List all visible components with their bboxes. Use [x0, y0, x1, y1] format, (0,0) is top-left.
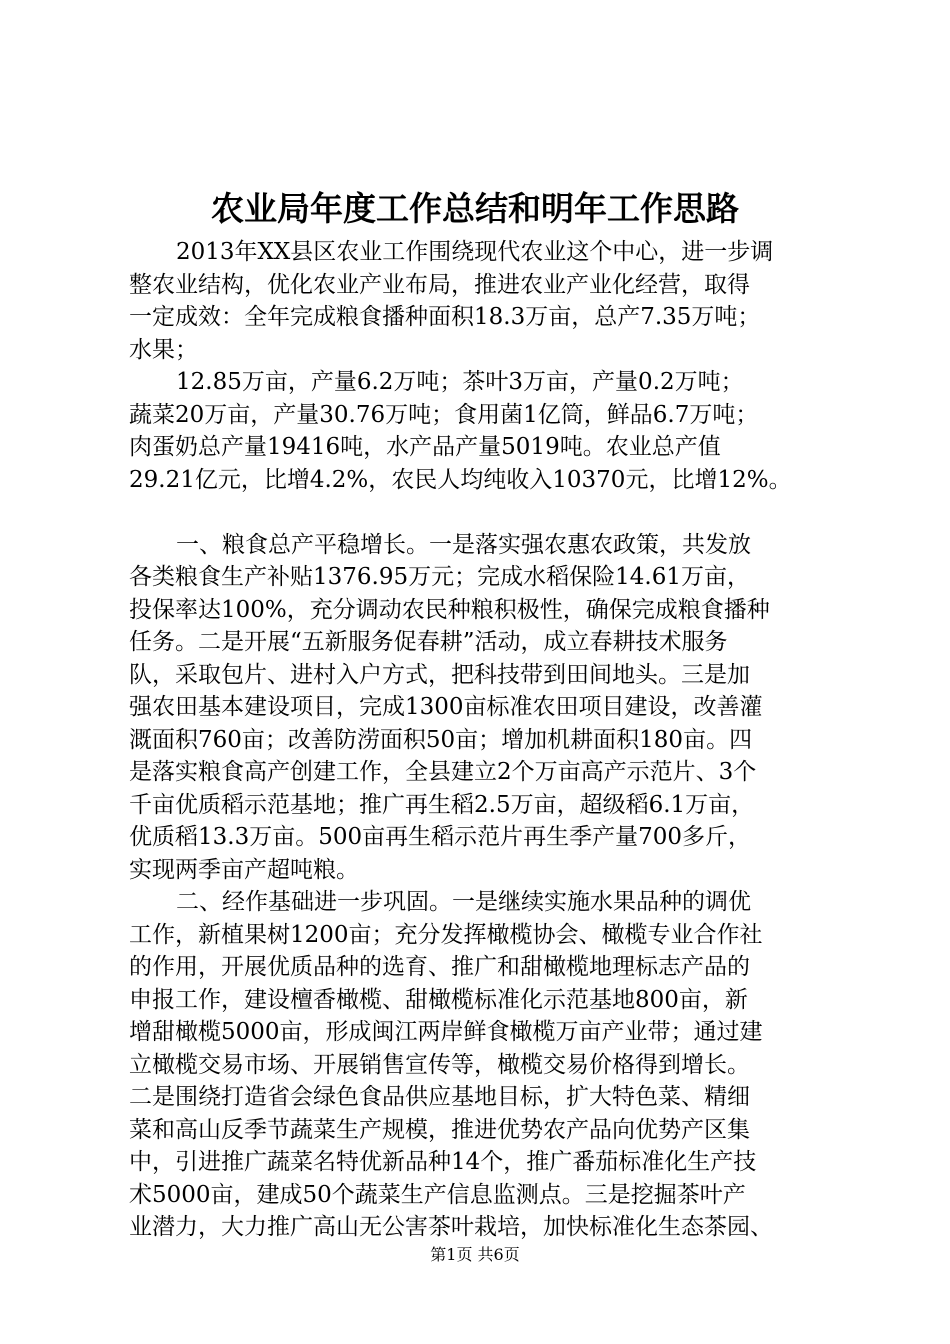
body-line: 二、经作基础进一步巩固。一是继续实施水果品种的调优	[176, 889, 751, 915]
body-line: 优质稻13.3万亩。500亩再生稻示范片再生季产量700多斤，	[129, 824, 752, 850]
body-line: 整农业结构，优化农业产业布局，推进农业产业化经营，取得	[129, 271, 750, 298]
body-line: 术5000亩，建成50个蔬菜生产信息监测点。三是挖掘茶叶产	[129, 1181, 746, 1208]
body-line: 任务。二是开展“五新服务促春耕”活动，成立春耕技术服务	[129, 629, 728, 655]
body-line: 二是围绕打造省会绿色食品供应基地目标，扩大特色菜、精细	[129, 1084, 750, 1110]
body-line: 肉蛋奶总产量19416吨，水产品产量5019吨。农业总产值	[129, 434, 721, 460]
body-line: 业潜力，大力推广高山无公害茶叶栽培，加快标准化生态茶园、	[129, 1214, 773, 1240]
body-line: 投保率达100%，充分调动农民种粮积极性，确保完成粮食播种	[129, 596, 770, 623]
body-line: 是落实粮食高产创建工作，全县建立2个万亩高产示范片、3个	[129, 759, 757, 785]
paragraph-gap	[129, 496, 829, 529]
document-body	[129, 236, 829, 1244]
body-line: 的作用，开展优质品种的选育、推广和甜橄榄地理标志产品的	[129, 954, 750, 980]
body-line: 各类粮食生产补贴1376.95万元；完成水稻保险14.61万亩，	[129, 564, 750, 590]
body-line: 一、粮食总产平稳增长。一是落实强农惠农政策，共发放	[176, 531, 751, 558]
body-line: 中，引进推广蔬菜名特优新品种14个，推广番茄标准化生产技	[129, 1149, 757, 1175]
body-line: 申报工作，建设檀香橄榄、甜橄榄标准化示范基地800亩，新	[129, 986, 748, 1013]
body-line: 队，采取包片、进村入户方式，把科技带到田间地头。三是加	[129, 661, 750, 688]
body-line: 千亩优质稻示范基地；推广再生稻2.5万亩，超级稻6.1万亩，	[129, 791, 755, 818]
body-line: 工作，新植果树1200亩；充分发挥橄榄协会、橄榄专业合作社	[129, 921, 763, 948]
body-line: 立橄榄交易市场、开展销售宣传等，橄榄交易价格得到增长。	[129, 1051, 750, 1078]
page-footer: 第1页 共6页	[430, 1245, 520, 1264]
body-line: 29.21亿元，比增4.2%，农民人均纯收入10370元，比增12%。	[129, 466, 792, 493]
body-line: 实现两季亩产超吨粮。	[129, 856, 359, 883]
body-line: 12.85万亩，产量6.2万吨；茶叶3万亩，产量0.2万吨；	[176, 369, 744, 395]
body-line: 强农田基本建设项目，完成1300亩标准农田项目建设，改善灌	[129, 694, 763, 720]
body-line: 增甜橄榄5000亩，形成闽江两岸鲜食橄榄万亩产业带；通过建	[129, 1019, 763, 1045]
body-line: 菜和高山反季节蔬菜生产规模，推进优势农产品向优势产区集	[129, 1116, 750, 1143]
body-line: 水果；	[129, 336, 198, 363]
document-title: 农业局年度工作总结和明年工作思路	[211, 189, 739, 228]
body-line: 蔬菜20万亩，产量30.76万吨；食用菌1亿筒，鲜品6.7万吨；	[129, 401, 759, 428]
body-line: 2013年XX县区农业工作围绕现代农业这个中心，进一步调	[176, 239, 774, 265]
body-line: 溉面积760亩；改善防涝面积50亩；增加机耕面积180亩。四	[129, 726, 753, 753]
body-line: 一定成效：全年完成粮食播种面积18.3万亩，总产7.35万吨；	[129, 304, 761, 330]
